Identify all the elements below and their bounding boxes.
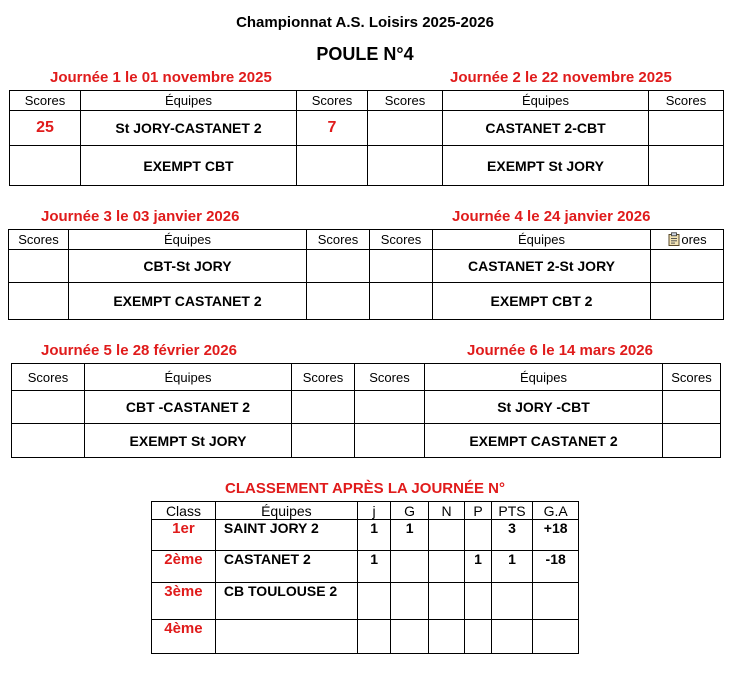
p-header: P [465, 502, 491, 520]
schedule-table-2 [8, 229, 724, 320]
team-cell: SAINT JORY 2 [215, 520, 357, 551]
scores-header: Scores [10, 91, 81, 111]
score-cell [9, 250, 69, 283]
j-cell: 1 [357, 520, 390, 551]
equipes-header: Équipes [443, 91, 649, 111]
score-cell [12, 424, 85, 458]
equipes-header: Équipes [215, 502, 357, 520]
rank-cell: 2ème [152, 551, 216, 583]
journee-3-title: Journée 3 le 03 janvier 2026 [41, 208, 240, 225]
schedule-table-1 [9, 90, 724, 186]
match-cell: CASTANET 2-St JORY [433, 250, 651, 283]
scores-header: Scores [12, 364, 85, 391]
ga-cell [533, 583, 579, 620]
team-cell [215, 620, 357, 654]
match-cell: EXEMPT St JORY [85, 424, 292, 458]
p-cell [465, 620, 491, 654]
rank-cell: 3ème [152, 583, 216, 620]
scores-header-text: ores [681, 231, 707, 247]
g-header: G [391, 502, 429, 520]
score-cell [370, 250, 433, 283]
score-cell [651, 250, 724, 283]
journee-2-title: Journée 2 le 22 novembre 2025 [450, 69, 672, 86]
j-cell: 1 [357, 551, 390, 583]
n-cell [428, 520, 465, 551]
pts-header: PTS [491, 502, 533, 520]
ga-cell [533, 620, 579, 654]
score-cell [10, 146, 81, 186]
score-cell [9, 283, 69, 320]
schedule-table-3 [11, 363, 721, 458]
ga-header: G.A [533, 502, 579, 520]
n-cell [428, 551, 465, 583]
equipes-header: Équipes [85, 364, 292, 391]
team-cell: CASTANET 2 [215, 551, 357, 583]
equipes-header: Équipes [69, 230, 307, 250]
scores-header: Scores [663, 364, 721, 391]
classement-table [151, 501, 579, 654]
journee-6-title: Journée 6 le 14 mars 2026 [467, 342, 653, 359]
journee-4-title: Journée 4 le 24 janvier 2026 [452, 208, 651, 225]
match-cell: St JORY -CBT [425, 391, 663, 424]
pts-cell [491, 620, 533, 654]
scores-header: Scores [355, 364, 425, 391]
pts-cell: 3 [491, 520, 533, 551]
match-cell: CBT -CASTANET 2 [85, 391, 292, 424]
score-cell [292, 391, 355, 424]
score-cell [651, 283, 724, 320]
ga-cell: +18 [533, 520, 579, 551]
match-cell: EXEMPT CASTANET 2 [69, 283, 307, 320]
match-cell: CBT-St JORY [69, 250, 307, 283]
class-header: Class [152, 502, 216, 520]
scores-header: Scores [368, 91, 443, 111]
score-cell [649, 146, 724, 186]
g-cell: 1 [391, 520, 429, 551]
scores-header: Scores [297, 91, 368, 111]
score-cell [307, 283, 370, 320]
score-cell [368, 111, 443, 146]
score-cell [649, 111, 724, 146]
rank-cell: 1er [152, 520, 216, 551]
rank-cell: 4ème [152, 620, 216, 654]
score-cell [12, 391, 85, 424]
n-cell [428, 583, 465, 620]
scores-header: Scores [370, 230, 433, 250]
p-cell: 1 [465, 551, 491, 583]
score-cell [292, 424, 355, 458]
scores-header-partial [651, 230, 724, 250]
match-cell: St JORY-CASTANET 2 [81, 111, 297, 146]
g-cell [391, 551, 429, 583]
g-cell [391, 583, 429, 620]
classement-row [152, 520, 579, 551]
g-cell [391, 620, 429, 654]
score-cell [663, 424, 721, 458]
equipes-header: Équipes [433, 230, 651, 250]
ga-cell: -18 [533, 551, 579, 583]
clipboard-icon[interactable] [667, 232, 681, 246]
n-cell [428, 620, 465, 654]
score-cell [370, 283, 433, 320]
score-cell [297, 146, 368, 186]
match-cell: CASTANET 2-CBT [443, 111, 649, 146]
scores-header: Scores [292, 364, 355, 391]
j-header: j [357, 502, 390, 520]
match-cell: EXEMPT St JORY [443, 146, 649, 186]
classement-row [152, 551, 579, 583]
match-cell: EXEMPT CBT [81, 146, 297, 186]
classement-row [152, 583, 579, 620]
equipes-header: Équipes [425, 364, 663, 391]
classement-row [152, 620, 579, 654]
pts-cell [491, 583, 533, 620]
journee-5-title: Journée 5 le 28 février 2026 [41, 342, 237, 359]
pts-cell: 1 [491, 551, 533, 583]
score-cell [368, 146, 443, 186]
scores-header: Scores [9, 230, 69, 250]
j-cell [357, 583, 390, 620]
equipes-header: Équipes [81, 91, 297, 111]
n-header: N [428, 502, 465, 520]
score-cell [663, 391, 721, 424]
poule-title: POULE N°4 [316, 44, 414, 64]
score-cell [307, 250, 370, 283]
journee-1-title: Journée 1 le 01 novembre 2025 [50, 69, 272, 86]
score-cell [355, 391, 425, 424]
p-cell [465, 520, 491, 551]
score-cell [355, 424, 425, 458]
team-cell: CB TOULOUSE 2 [215, 583, 357, 620]
j-cell [357, 620, 390, 654]
scores-header: Scores [649, 91, 724, 111]
p-cell [465, 583, 491, 620]
document-title: Championnat A.S. Loisirs 2025-2026 [236, 14, 494, 31]
classement-title: CLASSEMENT APRÈS LA JOURNÉE N° [225, 480, 505, 497]
match-cell: EXEMPT CASTANET 2 [425, 424, 663, 458]
score-cell: 7 [297, 111, 368, 146]
score-cell: 25 [10, 111, 81, 146]
match-cell: EXEMPT CBT 2 [433, 283, 651, 320]
scores-header: Scores [307, 230, 370, 250]
